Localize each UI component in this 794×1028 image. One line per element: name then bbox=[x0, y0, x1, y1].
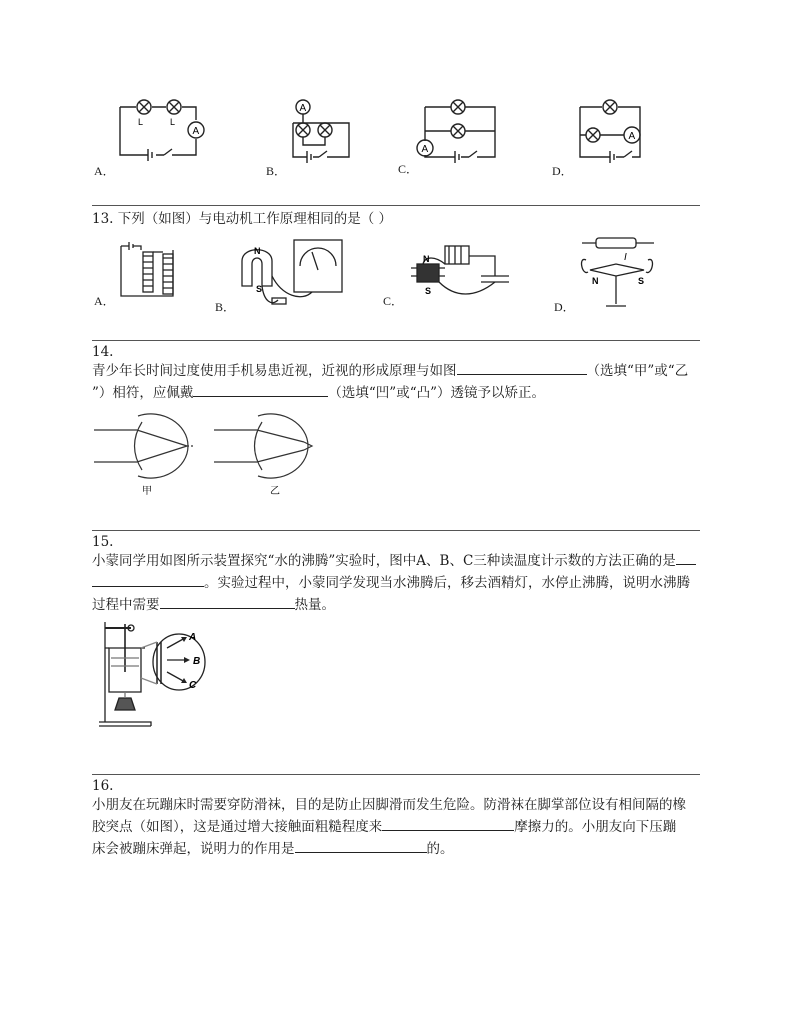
q12-b-ammeter-label: A bbox=[299, 103, 307, 114]
q15-line3: 过程中需要 热量。 bbox=[92, 594, 702, 616]
q14-blank-1[interactable] bbox=[457, 360, 587, 375]
q15-text bbox=[92, 535, 702, 616]
q14-line2: ”）相符，应佩戴 （选填“凹”或“凸”）透镜予以矫正。 bbox=[92, 382, 702, 404]
q12-circuit-d bbox=[570, 95, 670, 170]
q13-d-n-label: N bbox=[592, 276, 599, 286]
q13-figure-a-electromagnet bbox=[115, 238, 195, 308]
q14-label-yi: 乙 bbox=[270, 486, 280, 497]
q16-text bbox=[92, 779, 702, 860]
q13-d-current-label: I bbox=[624, 252, 627, 263]
q13-figure-c-motor-rail bbox=[405, 242, 515, 302]
q14-label-jia: 甲 bbox=[142, 486, 152, 497]
q12-option-c[interactable]: C． bbox=[398, 162, 419, 176]
q16-blank-2[interactable] bbox=[295, 838, 427, 853]
q15-line1: 小蒙同学用如图所示装置探究“水的沸腾”实验时，图中A、B、C三种读温度计示数的方法正确的是 bbox=[92, 550, 702, 572]
q12-a-ammeter-label: A bbox=[192, 126, 200, 137]
q12-a-l1-label: L bbox=[138, 117, 144, 127]
q13-c-n-label: N bbox=[423, 254, 430, 264]
q15-number: 15. bbox=[92, 534, 114, 550]
q15-label-a: A bbox=[189, 632, 197, 643]
q13-d-s-label: S bbox=[638, 276, 645, 286]
divider-q14 bbox=[92, 340, 700, 341]
q15-arrow-b bbox=[184, 657, 190, 663]
q12-c-ammeter-label: A bbox=[421, 144, 429, 155]
q13-b-n-label: N bbox=[254, 246, 261, 256]
q12-option-b[interactable]: B． bbox=[266, 164, 287, 178]
q13-b-s-label: S bbox=[256, 284, 263, 294]
q15-blank-2[interactable] bbox=[160, 594, 295, 609]
q13-option-d[interactable]: D． bbox=[554, 300, 575, 314]
q16-number: 16. bbox=[92, 778, 114, 794]
divider-q16 bbox=[92, 774, 700, 775]
q16-line2: 胶突点（如图），这是通过增大接触面粗糙程度来 摩擦力的。小朋友向下压蹦 bbox=[92, 816, 702, 838]
q13-option-b[interactable]: B． bbox=[215, 300, 236, 314]
q15-label-b: B bbox=[193, 656, 201, 667]
divider-q13 bbox=[92, 205, 700, 206]
q13-option-c[interactable]: C． bbox=[383, 294, 404, 308]
q15-blank-1b[interactable] bbox=[92, 572, 204, 587]
q13-figure-d-compass-wire bbox=[578, 232, 658, 312]
q12-circuit-a bbox=[110, 95, 210, 165]
q14-text bbox=[92, 345, 702, 404]
q13-c-s-label: S bbox=[425, 286, 432, 296]
q14-eye-diagrams bbox=[92, 408, 332, 498]
q15-boiling-apparatus bbox=[95, 618, 215, 733]
q12-option-d[interactable]: D． bbox=[552, 164, 573, 178]
q14-line1: 青少年长时间过度使用手机易患近视，近视的形成原理与如图 （选填“甲”或“乙 bbox=[92, 360, 702, 382]
q16-blank-1[interactable] bbox=[382, 816, 514, 831]
q12-option-a[interactable]: A． bbox=[94, 164, 115, 178]
q15-blank-1a[interactable] bbox=[676, 550, 696, 565]
q15-label-c: C bbox=[189, 680, 197, 691]
q16-line1: 小朋友在玩蹦床时需要穿防滑袜，目的是防止因脚滑而发生危险。防滑袜在脚掌部位设有相间隔的橡 bbox=[92, 797, 686, 813]
q14-blank-2[interactable] bbox=[193, 382, 328, 397]
q13-figure-b-generator-galvanometer bbox=[232, 236, 352, 311]
q13-option-a[interactable]: A． bbox=[94, 294, 115, 308]
q13-stem: 13. 下列（如图）与电动机工作原理相同的是（ ） bbox=[92, 211, 393, 227]
q12-d-ammeter-label: A bbox=[628, 131, 636, 142]
divider-q15 bbox=[92, 530, 700, 531]
q16-line3: 床会被蹦床弹起，说明力的作用是 的。 bbox=[92, 838, 702, 860]
q15-line2: 。实验过程中，小蒙同学发现当水沸腾后，移去酒精灯，水停止沸腾，说明水沸腾 bbox=[92, 572, 702, 594]
q12-circuit-c bbox=[415, 95, 515, 170]
q12-a-l2-label: L bbox=[170, 117, 176, 127]
q14-number: 14. bbox=[92, 344, 114, 360]
q12-circuit-b bbox=[283, 95, 363, 170]
